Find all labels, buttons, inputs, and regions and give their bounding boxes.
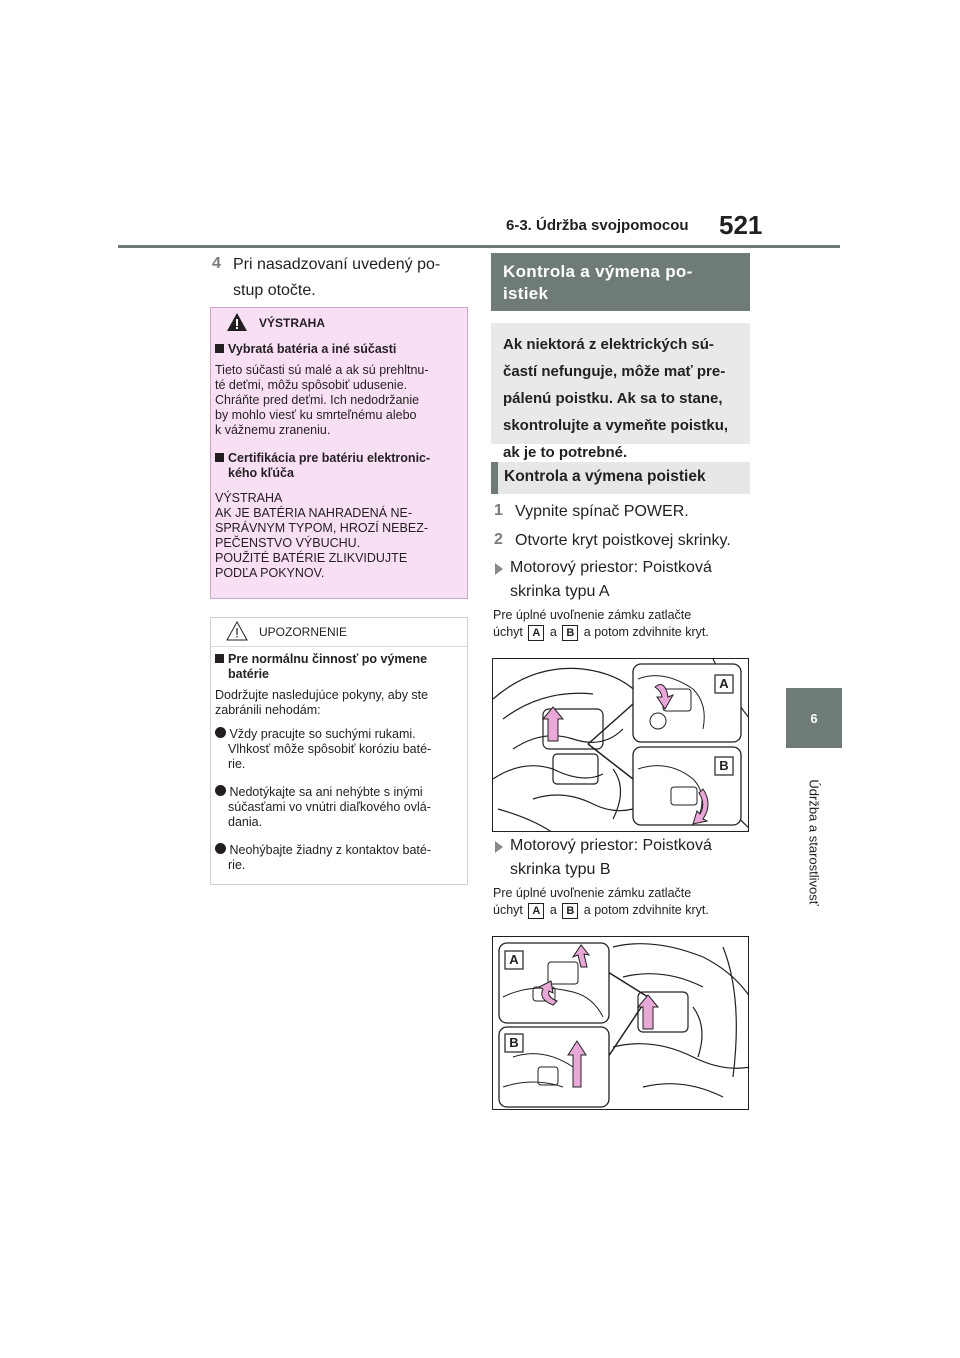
chapter-title: Údržba a starostlivosť [806, 779, 822, 906]
warning-body-2: VÝSTRAHA AK JE BATÉRIA NAHRADENÁ NE- SPRÁVNYM TYPOM, HROZÍ NEBEZ- PEČENSTVO VÝBUCHU. POUŽITÉ BATÉRIE ZLIKVIDUJTE PODĽA POKYNOV. [215, 491, 428, 580]
triangle-bullet-icon [495, 840, 503, 858]
page-number: 521 [719, 210, 763, 240]
caution-bullet-1: Vždy pracujte so suchými rukami. Vlhkosť môže spôsobiť koróziu baté- rie. [215, 727, 431, 772]
step-4-text-2: stup otočte. [233, 282, 316, 299]
square-bullet-icon [215, 654, 224, 663]
figure-a-label-a: A [719, 676, 729, 691]
caution-bullet-3: Neohýbajte žiadny z kontaktov baté- rie. [215, 843, 431, 873]
type-b-note: Pre úplné uvoľnenie zámku zatlačte úchyt A a B a potom zdvihnite kryt. [493, 886, 709, 917]
step-2: 2 [494, 531, 503, 548]
section-heading-line-2: istiek [503, 284, 549, 303]
figure-b-label-b: B [509, 1035, 519, 1050]
type-a-line-2: skrinka typu A [510, 583, 610, 600]
section-title: 6-3. Údržba svojpomocou [506, 217, 689, 234]
subsection-heading-bar [491, 462, 750, 494]
key-a-label: A [528, 625, 544, 641]
key-b-label: B [562, 625, 578, 641]
figure-b-label-a: A [509, 952, 519, 967]
square-bullet-icon [215, 344, 224, 353]
figure-a-label-b: B [719, 758, 729, 773]
caution-divider [211, 646, 467, 647]
type-a-line-1: Motorový priestor: Poistková [510, 559, 712, 576]
type-b-line-1: Motorový priestor: Poistková [510, 837, 712, 854]
header-rule [118, 245, 840, 248]
square-bullet-icon [215, 453, 224, 462]
step-4-text-1: Pri nasadzovaní uvedený po- [233, 256, 441, 273]
warning-body-1: Tieto súčasti sú malé a ak sú prehltnu- té deťmi, môžu spôsobiť udusenie. Chráňte pred deťmi. Ich nedodržanie by mohlo viesť ku smrteľnému alebo k vážnemu zraneniu. [215, 363, 429, 437]
caution-heading: Pre normálnu činnosť po výmene batérie [215, 652, 427, 682]
summary-box: Ak niektorá z elektrických sú- častí nefunguje, môže mať pre- pálenú poistku. Ak sa to stane, skontrolujte a vymeňte poistku, ak je to potrebné. [491, 323, 750, 444]
caution-title: UPOZORNENIE [259, 625, 348, 639]
step-1: 1 [494, 502, 503, 519]
chapter-tab [786, 688, 842, 748]
fuse-box-figure-type-a [492, 658, 749, 832]
warning-title: VÝSTRAHA [259, 316, 326, 330]
caution-bullet-2: Nedotýkajte sa ani nehýbte s inými súčasťami vo vnútri diaľkového ovlá- dania. [215, 785, 431, 830]
section-heading-line-1: Kontrola a výmena po- [503, 262, 693, 281]
step-1-text: Vypnite spínač POWER. [515, 503, 689, 520]
step-2-text: Otvorte kryt poistkovej skrinky. [515, 532, 731, 549]
section-heading-bar [491, 253, 750, 311]
caution-intro: Dodržujte nasledujúce pokyny, aby ste zabránili nehodám: [215, 688, 429, 717]
warning-heading-1: Vybratá batéria a iné súčasti [215, 342, 396, 357]
triangle-bullet-icon [495, 562, 503, 580]
step-number: 4 [212, 255, 221, 272]
chapter-title-vertical [786, 755, 842, 930]
subsection-heading: Kontrola a výmena poistiek [504, 468, 706, 485]
type-b-line-2: skrinka typu B [510, 861, 611, 878]
round-bullet-icon [215, 785, 226, 796]
round-bullet-icon [215, 727, 226, 738]
key-a-label: A [528, 903, 544, 919]
warning-heading-2: Certifikácia pre batériu elektronic- kého kľúča [215, 451, 430, 481]
step-4 [212, 255, 221, 273]
key-b-label: B [562, 903, 578, 919]
round-bullet-icon [215, 843, 226, 854]
warning-triangle-icon [226, 312, 248, 337]
fuse-box-figure-type-b [492, 936, 749, 1110]
type-a-note: Pre úplné uvoľnenie zámku zatlačte úchyt A a B a potom zdvihnite kryt. [493, 608, 709, 639]
caution-triangle-icon [226, 621, 248, 646]
chapter-number: 6 [810, 710, 818, 726]
